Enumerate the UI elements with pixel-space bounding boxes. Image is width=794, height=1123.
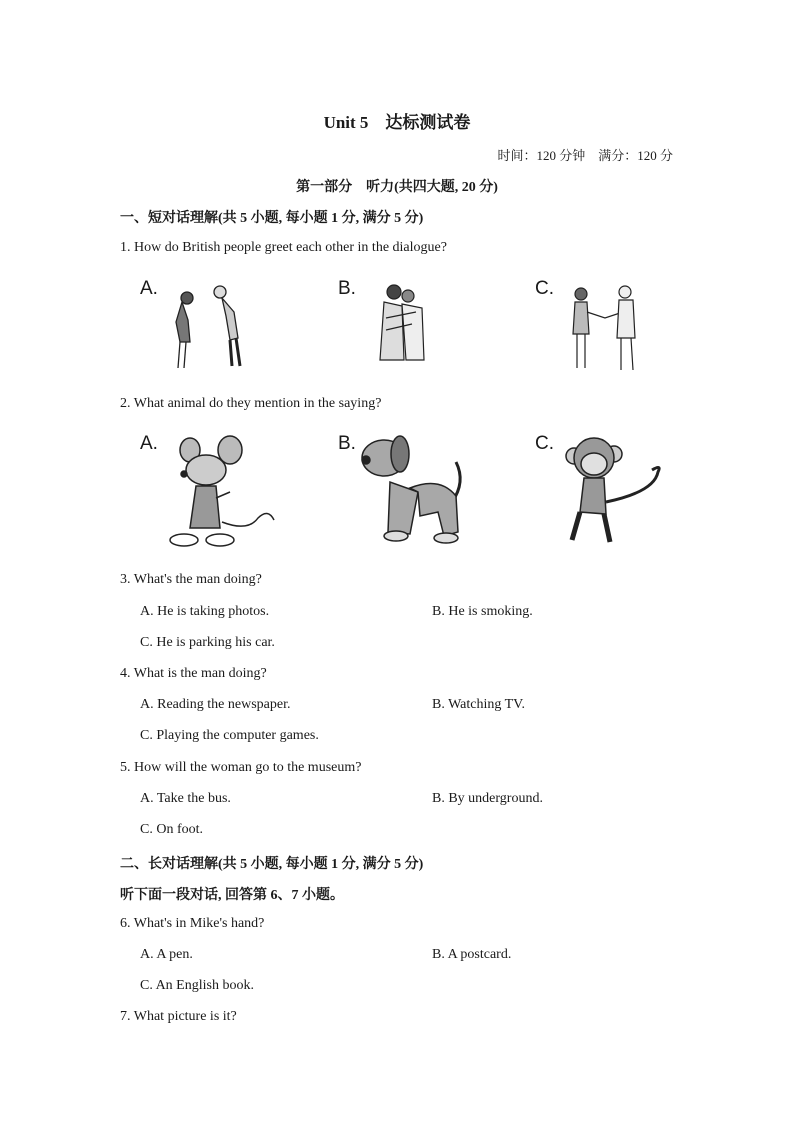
question-4: 4. What is the man doing? [120, 666, 267, 681]
q6-option-a: A. A pen. [140, 947, 193, 962]
handshake-people-image [565, 282, 645, 372]
q3-option-a: A. He is taking photos. [140, 604, 270, 619]
question-7: 7. What picture is it? [120, 1009, 237, 1024]
question-2: 2. What animal do they mention in the saying? [120, 396, 382, 411]
q5-option-b: B. By underground. [432, 791, 543, 806]
q6-option-b: B. A postcard. [432, 947, 512, 962]
monkey-image [564, 432, 664, 550]
q4-option-a: A. Reading the newspaper. [140, 697, 291, 712]
exam-meta: 时间：120 分钟 满分：120 分 [497, 148, 673, 163]
page-title: Unit 5 达标测试卷 [323, 113, 471, 132]
q5-option-a: A. Take the bus. [140, 791, 231, 806]
q2-label-a: A. [140, 433, 158, 454]
section2-instruction: 听下面一段对话, 回答第 6、7 小题。 [120, 888, 344, 903]
question-6: 6. What's in Mike's hand? [120, 916, 265, 931]
bowing-people-image [160, 280, 260, 372]
part-title: 第一部分 听力(共四大题, 20 分) [296, 180, 498, 195]
q3-option-c: C. He is parking his car. [140, 635, 275, 650]
q2-label-b: B. [338, 433, 356, 454]
question-5: 5. How will the woman go to the museum? [120, 760, 362, 775]
q5-option-c: C. On foot. [140, 822, 203, 837]
question-3: 3. What's the man doing? [120, 572, 262, 587]
q1-label-c: C. [535, 278, 554, 299]
q1-label-a: A. [140, 278, 158, 299]
section2-heading: 二、长对话理解(共 5 小题, 每小题 1 分, 满分 5 分) [120, 857, 424, 872]
q4-option-c: C. Playing the computer games. [140, 728, 319, 743]
q3-option-b: B. He is smoking. [432, 604, 533, 619]
q1-label-b: B. [338, 278, 356, 299]
q6-option-c: C. An English book. [140, 978, 254, 993]
q4-option-b: B. Watching TV. [432, 697, 525, 712]
q2-label-c: C. [535, 433, 554, 454]
section1-heading: 一、短对话理解(共 5 小题, 每小题 1 分, 满分 5 分) [120, 211, 424, 226]
question-1: 1. How do British people greet each other in the dialogue? [120, 240, 447, 255]
dog-image [360, 432, 470, 544]
mouse-image [168, 432, 276, 550]
hugging-people-image [372, 278, 432, 368]
